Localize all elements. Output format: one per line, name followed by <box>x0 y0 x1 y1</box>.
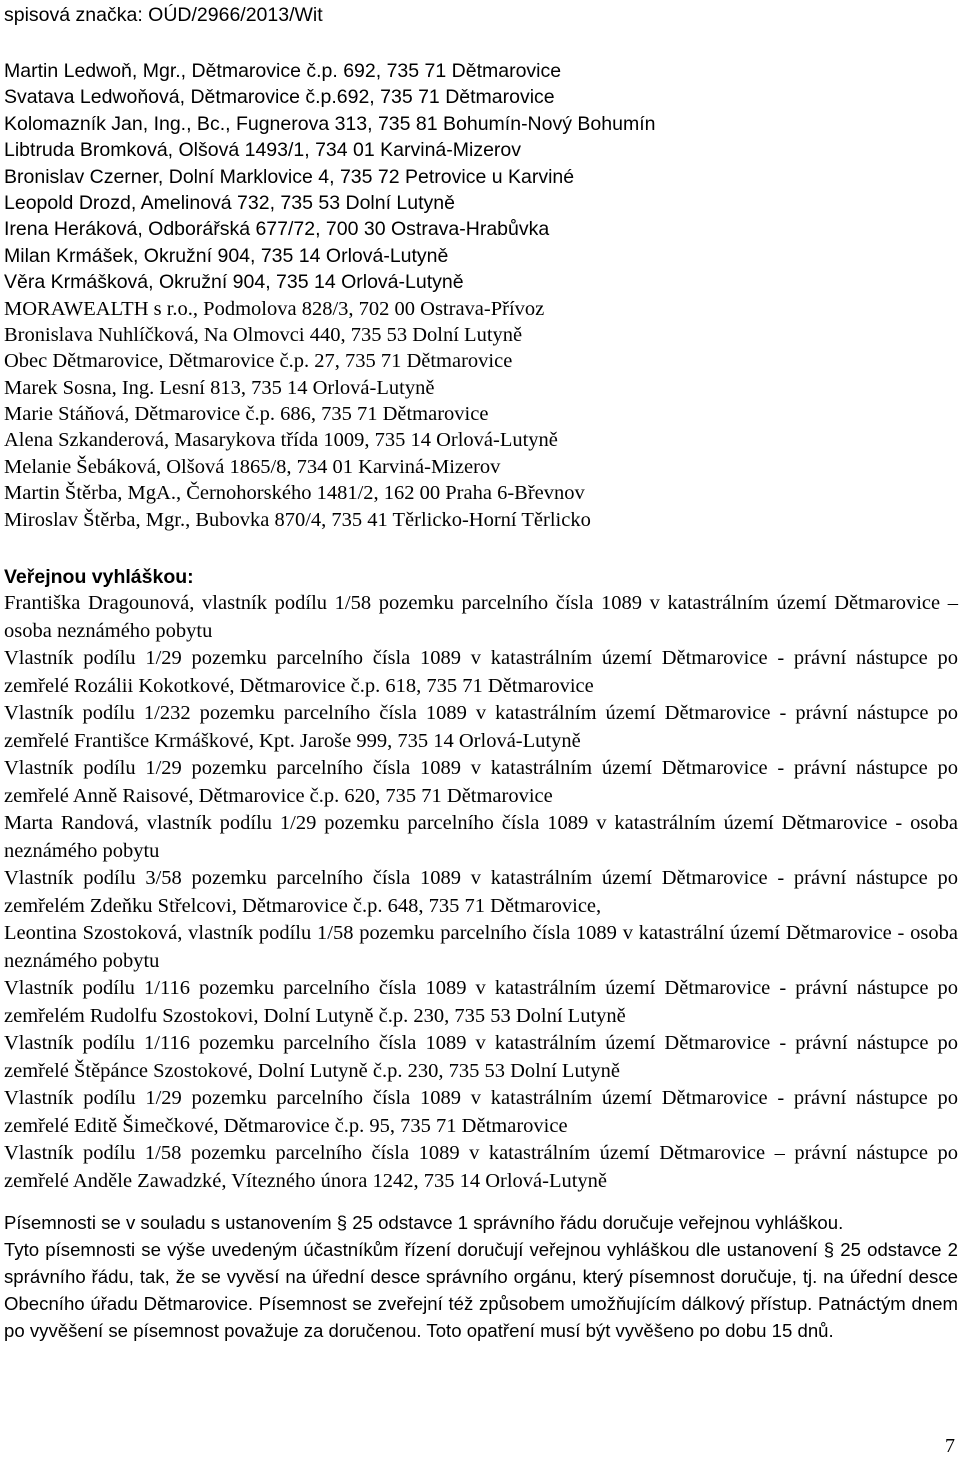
public-notice-item: Vlastník podílu 1/116 pozemku parcelního čísla 1089 v katastrálním území Dětmarovice - právní nástupce po zemřelé Štěpánce Szostokové, Dolní Lutyně č.p. 230, 735 53 Dolní Lutyně <box>4 1032 958 1082</box>
recipient-line: Marie Stáňová, Dětmarovice č.p. 686, 735 71 Dětmarovice <box>4 403 489 426</box>
public-notice-heading: Veřejnou vyhláškou: <box>4 566 194 589</box>
file-reference: spisová značka: OÚD/2966/2013/Wit <box>4 4 323 26</box>
public-notice-item: Vlastník podílu 3/58 pozemku parcelního čísla 1089 v katastrálním území Dětmarovice - právní nástupce po zemřelém Zdeňku Střelcovi, Dětmarovice č.p. 648, 735 71 Dětmarovice, <box>4 867 958 917</box>
document-page <box>4 2 958 1344</box>
recipient-line: Alena Szkanderová, Masarykova třída 1009, 735 14 Orlová-Lutyně <box>4 429 558 452</box>
public-notice-item: Vlastník podílu 1/29 pozemku parcelního čísla 1089 v katastrálním území Dětmarovice - právní nástupce po zemřelé Editě Šimečkové, Dětmarovice č.p. 95, 735 71 Dětmarovice <box>4 1087 958 1137</box>
recipient-line: Bronislav Czerner, Dolní Marklovice 4, 735 72 Petrovice u Karviné <box>4 165 575 188</box>
public-notice-item: Vlastník podílu 1/29 pozemku parcelního čísla 1089 v katastrálním území Dětmarovice - právní nástupce po zemřelé Anně Raisové, Dětmarovice č.p. 620, 735 71 Dětmarovice <box>4 757 958 807</box>
recipient-line: Věra Krmášková, Okružní 904, 735 14 Orlová-Lutyně <box>4 271 464 294</box>
public-notice-item: Vlastník podílu 1/116 pozemku parcelního čísla 1089 v katastrálním území Dětmarovice - právní nástupce po zemřelém Rudolfu Szostokovi, Dolní Lutyně č.p. 230, 735 53 Dolní Lutyně <box>4 977 958 1027</box>
recipient-line: Marek Sosna, Ing. Lesní 813, 735 14 Orlová-Lutyně <box>4 376 435 399</box>
delivery-statement: Písemnosti se v souladu s ustanovením § 25 odstavce 1 správního řádu doručuje veřejnou vyhláškou. <box>4 1212 844 1234</box>
recipient-line: Svatava Ledwoňová, Dětmarovice č.p.692, 735 71 Dětmarovice <box>4 86 555 109</box>
delivery-statement: Tyto písemnosti se výše uvedeným účastníkům řízení doručují veřejnou vyhláškou dle ustanovení § 25 odstavce 2 správního řádu, tak, že se vyvěsí na úřední desce správního orgánu, který písemnost doručuje, tj. na úřední desce Obecního úřadu Dětmarovice. Písemnost se zveřejní též způsobem umožňujícím dálkový přístup. Patnáctým dnem po vyvěšení se písemnost považuje za doručenou. Toto opatření musí být vyvěšeno po dobu 15 dnů. <box>4 1239 958 1342</box>
public-notice-item: Leontina Szostoková, vlastník podílu 1/58 pozemku parcelního čísla 1089 v katastrální území Dětmarovice - osoba neznámého pobytu <box>4 922 958 972</box>
recipient-line: Obec Dětmarovice, Dětmarovice č.p. 27, 735 71 Dětmarovice <box>4 350 513 373</box>
recipient-line: Kolomazník Jan, Ing., Bc., Fugnerova 313, 735 81 Bohumín-Nový Bohumín <box>4 112 656 135</box>
recipient-list-serif <box>4 296 958 534</box>
recipient-line: Melanie Šebáková, Olšová 1865/8, 734 01 Karviná-Mizerov <box>4 455 501 478</box>
public-notice-list <box>4 590 958 1195</box>
recipient-line: Irena Heráková, Odborářská 677/72, 700 30 Ostrava-Hrabůvka <box>4 218 550 241</box>
recipient-list-sans <box>4 58 958 296</box>
public-notice-item: Vlastník podílu 1/29 pozemku parcelního čísla 1089 v katastrálním území Dětmarovice - právní nástupce po zemřelé Rozálii Kokotkové, Dětmarovice č.p. 618, 735 71 Dětmarovice <box>4 647 958 697</box>
recipient-line: Leopold Drozd, Amelinová 732, 735 53 Dolní Lutyně <box>4 191 455 214</box>
recipient-line: Bronislava Nuhlíčková, Na Olmovci 440, 735 53 Dolní Lutyně <box>4 323 523 346</box>
page-number: 7 <box>945 1435 955 1457</box>
recipient-line: Milan Krmášek, Okružní 904, 735 14 Orlová-Lutyně <box>4 244 449 267</box>
recipient-line: Martin Štěrba, MgA., Černohorského 1481/2, 162 00 Praha 6-Břevnov <box>4 482 585 505</box>
public-notice-item: Františka Dragounová, vlastník podílu 1/58 pozemku parcelního čísla 1089 v katastrálním území Dětmarovice – osoba neznámého pobytu <box>4 592 958 642</box>
recipient-line: Martin Ledwoň, Mgr., Dětmarovice č.p. 692, 735 71 Dětmarovice <box>4 60 562 82</box>
recipient-line: MORAWEALTH s r.o., Podmolova 828/3, 702 00 Ostrava-Přívoz <box>4 297 545 320</box>
recipient-line: Miroslav Štěrba, Mgr., Bubovka 870/4, 735 41 Těrlicko-Horní Těrlicko <box>4 508 591 531</box>
recipient-line: Libtruda Bromková, Olšová 1493/1, 734 01 Karviná-Mizerov <box>4 139 522 162</box>
public-notice-item: Vlastník podílu 1/58 pozemku parcelního čísla 1089 v katastrálním území Dětmarovice – právní nástupce po zemřelé Anděle Zawadzké, Vítezného února 1242, 735 14 Orlová-Lutyně <box>4 1142 958 1192</box>
public-notice-item: Marta Randová, vlastník podílu 1/29 pozemku parcelního čísla 1089 v katastrálním území Dětmarovice - osoba neznámého pobytu <box>4 812 958 862</box>
public-notice-item: Vlastník podílu 1/232 pozemku parcelního čísla 1089 v katastrálním území Dětmarovice - právní nástupce po zemřelé Františce Krmáškové, Kpt. Jaroše 999, 735 14 Orlová-Lutyně <box>4 702 958 752</box>
